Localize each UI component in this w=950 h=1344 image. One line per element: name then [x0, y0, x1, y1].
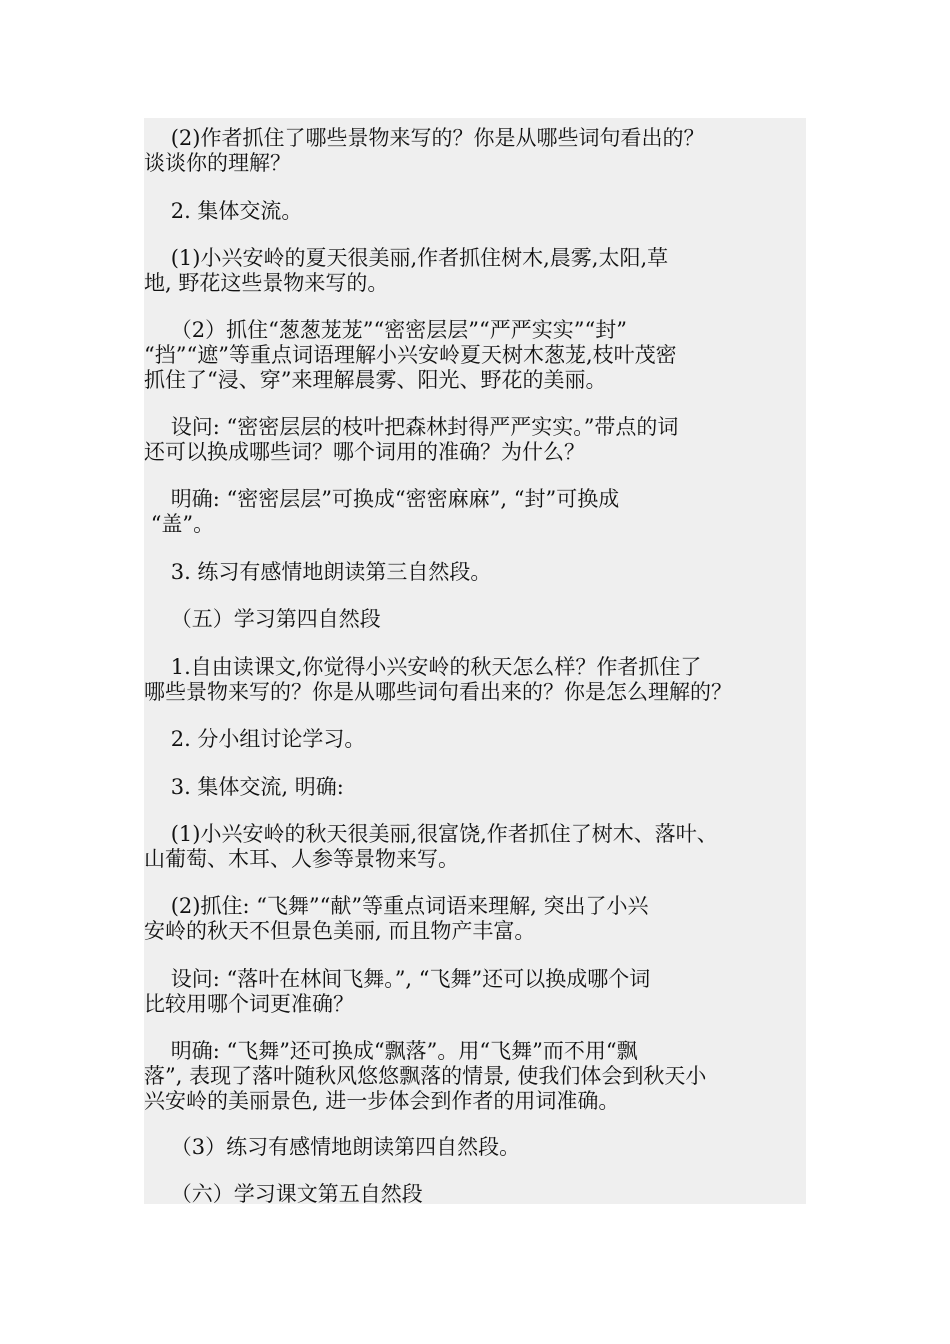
paragraph	[144, 199, 834, 224]
text-line: (1)小兴安岭的夏天很美丽,作者抓住树木,晨雾,太阳,草	[144, 246, 669, 270]
text-line: “盖”。	[144, 512, 215, 536]
text-line: （2）抓住“葱葱茏茏”“密密层层”“严严实实”“封”	[144, 318, 627, 342]
paragraph	[144, 415, 834, 465]
paragraph	[144, 775, 834, 800]
text-line: 设问: “落叶在林间飞舞。”, “飞舞”还可以换成哪个词	[144, 967, 651, 991]
text-line: 哪些景物来写的？你是从哪些词句看出来的？你是怎么理解的？	[144, 680, 732, 704]
text-line: 明确: “密密层层”可换成“密密麻麻”, “封”可换成	[144, 487, 620, 511]
paragraph	[144, 487, 834, 537]
text-line: 2. 集体交流。	[144, 199, 303, 223]
text-line: （五）学习第四自然段	[144, 607, 381, 631]
paragraph	[144, 607, 834, 632]
text-line: 3. 练习有感情地朗读第三自然段。	[144, 560, 492, 584]
paragraph	[144, 727, 834, 752]
text-line: 抓住了“浸、穿”来理解晨雾、阳光、野花的美丽。	[144, 368, 607, 392]
text-line: 山葡萄、木耳、人参等景物来写。	[144, 847, 459, 871]
text-line: 兴安岭的美丽景色, 进一步体会到作者的用词准确。	[144, 1089, 620, 1113]
paragraph	[144, 560, 834, 585]
text-line: “挡”“遮”等重点词语理解小兴安岭夏天树木葱茏,枝叶茂密	[144, 343, 677, 367]
paragraph	[144, 1039, 834, 1114]
text-line: (2)抓住: “飞舞”“献”等重点词语来理解, 突出了小兴	[144, 894, 649, 918]
text-line: 还可以换成哪些词？哪个词用的准确？为什么？	[144, 440, 585, 464]
text-line: 2. 分小组讨论学习。	[144, 727, 366, 751]
text-line: （六）学习课文第五自然段	[144, 1182, 423, 1206]
paragraph	[144, 822, 834, 872]
text-line: (1)小兴安岭的秋天很美丽,很富饶,作者抓住了树木、落叶、	[144, 822, 718, 846]
text-line: 明确: “飞舞”还可换成“飘落”。用“飞舞”而不用“飘	[144, 1039, 638, 1063]
text-line: 地, 野花这些景物来写的。	[144, 271, 389, 295]
paragraph	[144, 126, 834, 176]
paragraph	[144, 655, 834, 705]
text-line: 谈谈你的理解？	[144, 151, 291, 175]
text-line: 安岭的秋天不但景色美丽, 而且物产丰富。	[144, 919, 536, 943]
text-line: 1.自由读课文,你觉得小兴安岭的秋天怎么样？作者抓住了	[144, 655, 702, 679]
paragraph	[144, 246, 834, 296]
text-line: 比较用哪个词更准确？	[144, 992, 354, 1016]
text-line: 3. 集体交流, 明确:	[144, 775, 344, 799]
paragraph	[144, 318, 834, 393]
text-line: 落”, 表现了落叶随秋风悠悠飘落的情景, 使我们体会到秋天小	[144, 1064, 707, 1088]
text-line: 设问: “密密层层的枝叶把森林封得严严实实。”带点的词	[144, 415, 679, 439]
paragraph	[144, 894, 834, 944]
text-line: （3）练习有感情地朗读第四自然段。	[144, 1135, 521, 1159]
text-line: (2)作者抓住了哪些景物来写的？你是从哪些词句看出的？	[144, 126, 705, 150]
paragraph	[144, 1182, 834, 1207]
paragraph	[144, 967, 834, 1017]
paragraph	[144, 1135, 834, 1160]
